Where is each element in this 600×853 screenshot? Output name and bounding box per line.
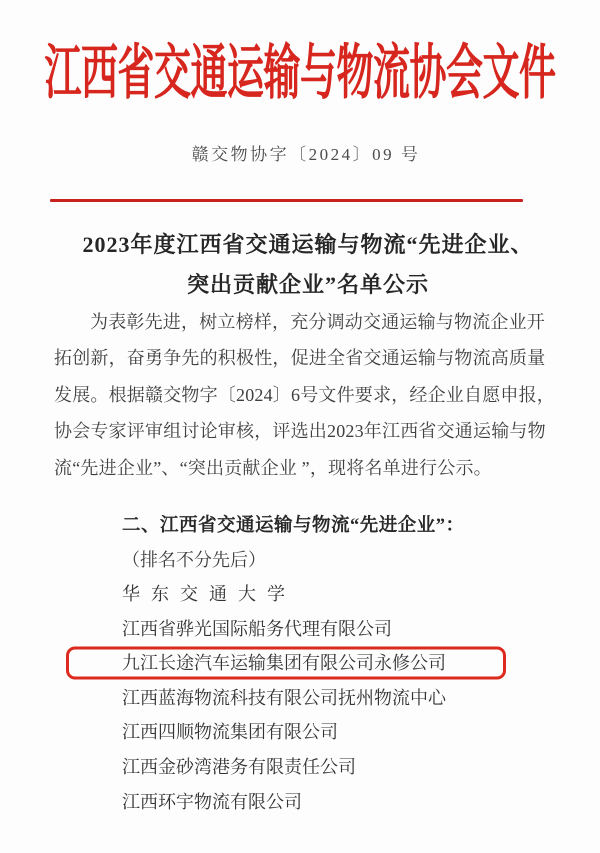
body-line: 协会专家评审组讨论审核，评选出2023年江西省交通运输与物 xyxy=(54,421,546,442)
company-name: 江西蓝海物流科技有限公司抚州物流中心 xyxy=(122,687,446,708)
list-item xyxy=(122,612,580,647)
company-name: 江西省骅光国际船务代理有限公司 xyxy=(122,618,392,639)
association-letterhead-title: 江西省交通运输与物流协会文件 xyxy=(44,41,556,108)
company-name: 江西四顺物流集团有限公司 xyxy=(122,722,338,743)
document-title-line-1: 2023年度江西省交通运输与物流“先进企业、 xyxy=(82,232,534,257)
company-list xyxy=(122,577,580,819)
ranking-note: （排名不分先后） xyxy=(122,550,266,570)
company-name: 九江长途汽车运输集团有限公司永修公司 xyxy=(122,653,446,674)
body-paragraph xyxy=(54,304,555,486)
company-name: 华东交通大学 xyxy=(122,584,296,604)
section-heading-advanced-enterprises: 二、江西省交通运输与物流“先进企业”： xyxy=(122,516,465,536)
company-name: 江西金砂湾港务有限责任公司 xyxy=(122,756,356,777)
body-line: 为表彰先进，树立榜样，充分调动交通运输与物流企业开 xyxy=(90,312,545,332)
red-separator-line xyxy=(50,199,523,202)
document-title xyxy=(8,225,600,305)
list-item xyxy=(122,577,580,612)
list-item xyxy=(122,750,580,785)
list-item xyxy=(122,646,580,681)
company-name: 江西环宇物流有限公司 xyxy=(122,791,302,812)
list-item xyxy=(122,715,580,750)
document-title-line-2: 突出贡献企业”名单公示 xyxy=(186,272,429,297)
list-item xyxy=(122,681,580,716)
body-line: 拓创新，奋勇争先的积极性，促进全省交通运输与物流高质量 xyxy=(54,348,546,369)
document-number: 赣交物协字〔2024〕09 号 xyxy=(191,145,421,164)
list-item xyxy=(122,785,580,820)
body-line: 流“先进企业”、“突出贡献企业 ”，现将名单进行公示。 xyxy=(54,457,492,478)
body-line: 发展。根据赣交物字〔2024〕6号文件要求，经企业自愿申报， xyxy=(54,384,555,405)
